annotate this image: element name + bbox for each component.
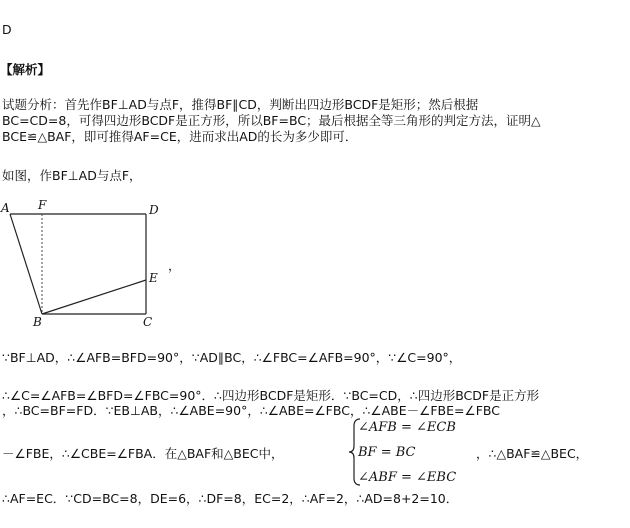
proof-line-1: ∵BF⊥AD，∴∠AFB=BFD=90°，∵AD∥BC，∴∠FBC=∠AFB=90°，∵∠C=90°， <box>2 350 462 365</box>
proof-line-2: ∴∠C=∠AFB=∠BFD=∠FBC=90°．∴四边形BCDF是矩形．∵BC=CD，∴四边形BCDF是正方形 <box>2 388 540 403</box>
label-d: D <box>149 203 159 217</box>
label-b: B <box>33 315 42 328</box>
system-line-1: ∠AFB = ∠ECB <box>358 420 456 435</box>
system-line-2: BF = BC <box>358 445 416 460</box>
analysis-line-1: 试题分析：首先作BF⊥AD与点F，推得BF∥CD，判断出四边形BCDF是矩形；然后根据 <box>2 97 479 112</box>
answer: D <box>2 22 12 37</box>
label-f: F <box>38 198 47 212</box>
label-e: E <box>149 271 158 285</box>
analysis-line-2: BC=CD=8，可得四边形BCDF是正方形，所以BF=BC；最后根据全等三角形的判定方法，证明△ <box>2 113 541 128</box>
segment-ab <box>10 214 42 314</box>
figure-trailing-comma: ， <box>168 258 181 273</box>
geometry-figure <box>0 198 180 328</box>
label-a: A <box>1 201 10 215</box>
proof-line-3: ，∴BC=BF=FD．∵EB⊥AB，∴∠ABE=90°，∴∠ABE=∠FBC，∴∠ABE－∠FBE=∠FBC <box>2 403 500 418</box>
proof-line-5: ∴AF=EC．∵CD=BC=8，DE=6，∴DF=8，EC=2，∴AF=2，∴AD=8+2=10． <box>2 491 459 506</box>
system-line-3: ∠ABF = ∠EBC <box>358 470 457 485</box>
intro-text: 如图，作BF⊥AD与点F， <box>2 168 142 183</box>
proof-line-4-post: ，∴△BAF≌△BEC， <box>476 446 589 461</box>
label-c: C <box>143 315 153 328</box>
section-title: 【解析】 <box>0 62 51 77</box>
proof-line-4-pre: －∠FBE，∴∠CBE=∠FBA．在△BAF和△BEC中， <box>2 446 284 461</box>
analysis-line-3: BCE≌△BAF，即可推得AF=CE，进而求出AD的长为多少即可． <box>2 129 358 144</box>
segment-be <box>42 280 146 314</box>
